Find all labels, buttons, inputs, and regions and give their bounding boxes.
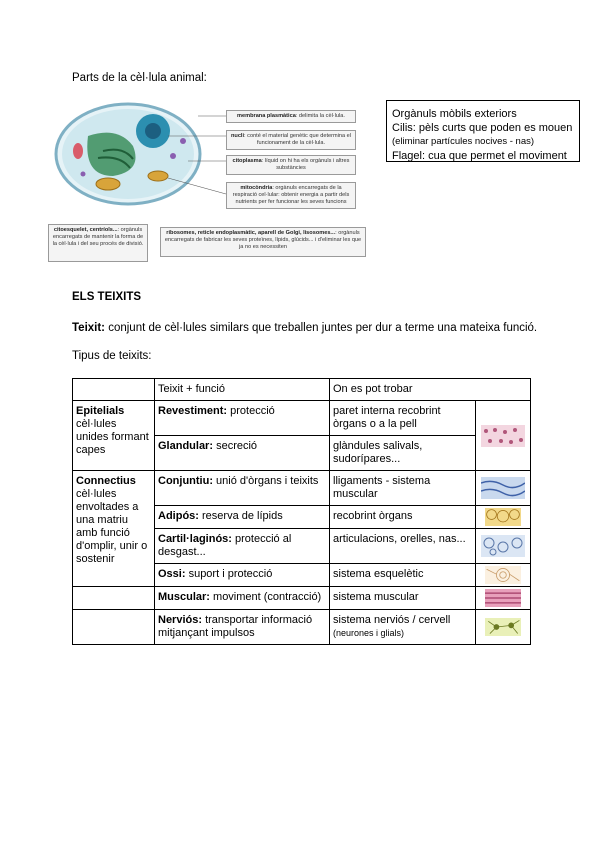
cell-parts-intro: Parts de la cèl·lula animal:: [72, 72, 207, 84]
table-row: Nerviós: transportar informació mitjançant impulsos sistema nerviós / cervell (neurones i glials): [73, 610, 531, 645]
tissue-types-label: Tipus de teixits:: [72, 350, 152, 362]
group-epitelials: Epitelials cèl·lules unides formant capes: [73, 401, 155, 471]
label-mitocondria: mitocòndria: orgànuls encarregats de la respiració cel·lular: obtenir energia a partir dels nutrients per fer funcionar les seves funcions: [226, 182, 356, 209]
muscle-tissue-image: [476, 587, 531, 610]
tissue-definition: Teixit: conjunt de cèl·lules similars que treballen juntes per dur a terme una mateixa funció.: [72, 322, 538, 334]
tissues-table: [72, 378, 531, 645]
cilis-text: Cilis: pèls curts que poden es mouen: [392, 122, 573, 134]
table-row: Ossi: suport i protecció sistema esquelètic: [73, 564, 531, 587]
adipose-tissue-image: [476, 506, 531, 529]
connective-tissue-image: [476, 471, 531, 506]
header-teixit: Teixit + funció: [155, 379, 330, 401]
label-citoplasma: citoplasma: líquid on hi ha els orgànuls i altres substàncies: [226, 155, 356, 175]
nervous-tissue-image: [476, 610, 531, 645]
nucleolus-shape: [145, 123, 161, 139]
table-row: Glandular: secreció glàndules salivals, sudorípares...: [73, 436, 531, 471]
epithelial-tissue-image: [476, 401, 531, 471]
animal-cell-figure: [48, 96, 366, 264]
table-row: Epitelials cèl·lules unides formant capes Revestiment: protecció paret interna recobrint òrgans o a la pell: [73, 401, 531, 436]
flagel-text: Flagel: cua que permet el moviment: [392, 150, 567, 162]
table-row: Muscular: moviment (contracció) sistema muscular: [73, 587, 531, 610]
section-heading: ELS TEIXITS: [72, 291, 142, 303]
mobile-organelles-box: [386, 100, 580, 162]
table-header-row: [73, 379, 531, 401]
table-row: Cartil·laginós: protecció al desgast... articulacions, orelles, nas...: [73, 529, 531, 564]
cilis-note: (eliminar partícules nocives - nas): [392, 136, 535, 147]
cartilage-tissue-image: [476, 529, 531, 564]
mitochondria-shape: [96, 178, 120, 190]
header-on: On es pot trobar: [330, 379, 531, 401]
organuls-title: Orgànuls mòbils exteriors: [392, 108, 517, 120]
label-membrana: membrana plasmàtica: delimita la cèl·lula.: [226, 110, 356, 123]
group-connectius: Connectius cèl·lules envoltades a una matriu amb funció d'omplir, unir o sostenir: [73, 471, 155, 587]
table-row: Connectius cèl·lules envoltades a una matriu amb funció d'omplir, unir o sostenir Conjuntiu: unió d'òrgans i teixits lligaments - sistema muscular: [73, 471, 531, 506]
label-citoesquelet: citoesquelet, centríols...: orgànuls encarregats de mantenir la forma de la cèl·lula i del seu procés de divisió.: [48, 224, 148, 262]
label-nucli: nucli: conté el material genètic que determina el funcionament de la cèl·lula.: [226, 130, 356, 150]
label-ribosomes: ribosomes, reticle endoplasmàtic, aparell de Golgi, lisosomes...: orgànuls encarregats de fabricar les seves proteïnes, lípids, glúcids... i d'eliminar les que ja no es necessiten: [160, 227, 366, 257]
bone-tissue-image: [476, 564, 531, 587]
table-row: Adipós: reserva de lípids recobrint òrgans: [73, 506, 531, 529]
